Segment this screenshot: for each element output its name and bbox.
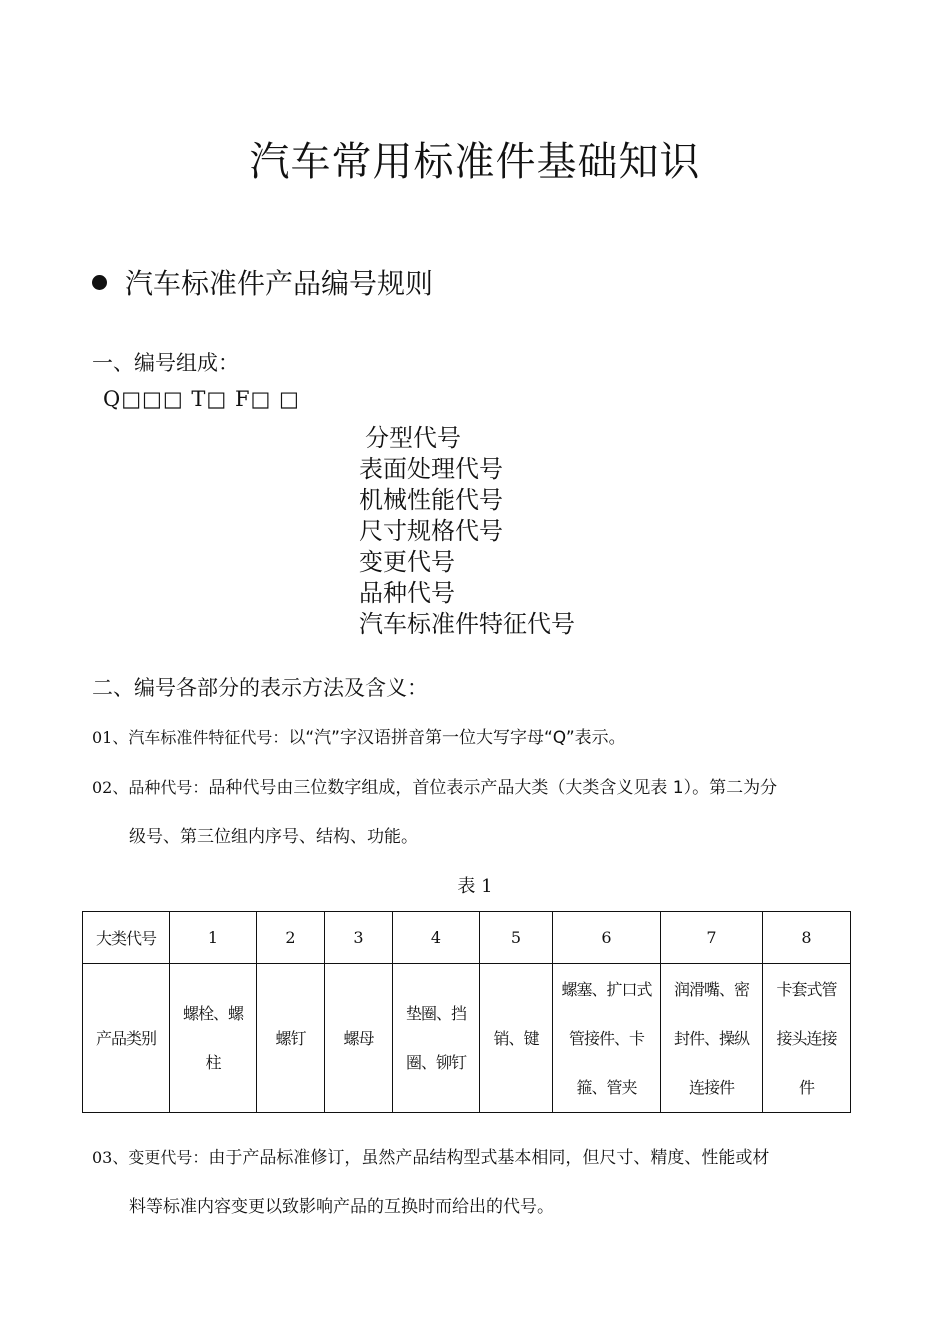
category-line: 销、键: [493, 1028, 539, 1048]
category-line: 件: [798, 1077, 814, 1097]
category-cell: [257, 964, 325, 1113]
section-heading: [92, 262, 433, 302]
legend-item-size: 尺寸规格代号: [359, 517, 503, 545]
item-01-body: 以“汽”字汉语拼音第一位大写字母“Q”表示。: [288, 728, 626, 748]
code-cell: 2: [257, 912, 325, 964]
table-row-codes: [83, 912, 851, 964]
item-01: [92, 714, 626, 762]
category-line: 管接件、卡: [568, 1028, 644, 1048]
code-legend: [359, 423, 575, 640]
category-line: 箍、管夹: [576, 1077, 637, 1097]
category-line: 圈、铆钉: [405, 1053, 466, 1072]
item-02-body: 品种代号由三位数字组成，首位表示产品大类（大类含义见表 1）。第二为分: [208, 778, 778, 798]
code-cell: 6: [553, 912, 661, 964]
category-cell: [661, 964, 763, 1113]
category-cell: [763, 964, 851, 1113]
category-cell: [553, 964, 661, 1113]
category-cell: [393, 964, 480, 1113]
item-02: [92, 764, 777, 812]
item-02-lead: 02、品种代号：: [92, 778, 209, 797]
composition-heading: 一、编号组成：: [92, 351, 239, 375]
code-cell: 7: [661, 912, 763, 964]
category-line: 垫圈、挡: [405, 1004, 466, 1023]
legend-item-subtype: 分型代号: [365, 424, 461, 452]
code-pattern: Q□□□ T□ F□ □: [103, 387, 300, 411]
item-01-lead: 01、汽车标准件特征代号：: [92, 728, 289, 747]
item-03-lead: 03、变更代号：: [92, 1148, 209, 1167]
category-table: [82, 911, 851, 1113]
category-cell: [325, 964, 393, 1113]
document-title: 汽车常用标准件基础知识: [249, 139, 701, 185]
row-label-category: 产品类别: [83, 964, 170, 1113]
legend-item-feature: 汽车标准件特征代号: [359, 610, 575, 638]
table-row-categories: [83, 964, 851, 1113]
category-line: 柱: [205, 1053, 221, 1072]
category-cell: [480, 964, 553, 1113]
code-cell: 4: [393, 912, 480, 964]
legend-item-surface: 表面处理代号: [359, 455, 503, 483]
item-03: [92, 1134, 769, 1182]
category-line: 连接件: [688, 1077, 734, 1097]
category-line: 螺钉: [275, 1028, 306, 1048]
table-caption: 表 1: [457, 876, 493, 897]
code-cell: 8: [763, 912, 851, 964]
item-03-body: 由于产品标准修订，虽然产品结构型式基本相同，但尺寸、精度、性能或材: [208, 1148, 770, 1168]
row-label-code: 大类代号: [83, 912, 170, 964]
category-line: 螺母: [343, 1028, 374, 1048]
item-03-continuation: 料等标准内容变更以致影响产品的互换时而给出的代号。: [129, 1197, 554, 1217]
section-heading-text: 汽车标准件产品编号规则: [125, 267, 434, 300]
category-line: 螺塞、扩口式: [561, 979, 652, 999]
bullet-icon: [92, 275, 107, 290]
code-cell: 1: [170, 912, 257, 964]
category-line: 卡套式管: [776, 979, 837, 999]
code-cell: 5: [480, 912, 553, 964]
category-cell: [170, 964, 257, 1113]
code-cell: 3: [325, 912, 393, 964]
meaning-heading: 二、编号各部分的表示方法及含义：: [92, 676, 428, 700]
category-line: 螺栓、螺: [182, 1004, 243, 1023]
item-02-continuation: 级号、第三位组内序号、结构、功能。: [129, 827, 418, 847]
category-line: 接头连接: [776, 1028, 837, 1048]
legend-item-mechanical: 机械性能代号: [359, 486, 503, 514]
legend-item-change: 变更代号: [359, 548, 455, 576]
category-line: 封件、操纵: [673, 1028, 749, 1048]
category-line: 润滑嘴、密: [673, 979, 749, 999]
legend-item-variety: 品种代号: [359, 579, 455, 607]
